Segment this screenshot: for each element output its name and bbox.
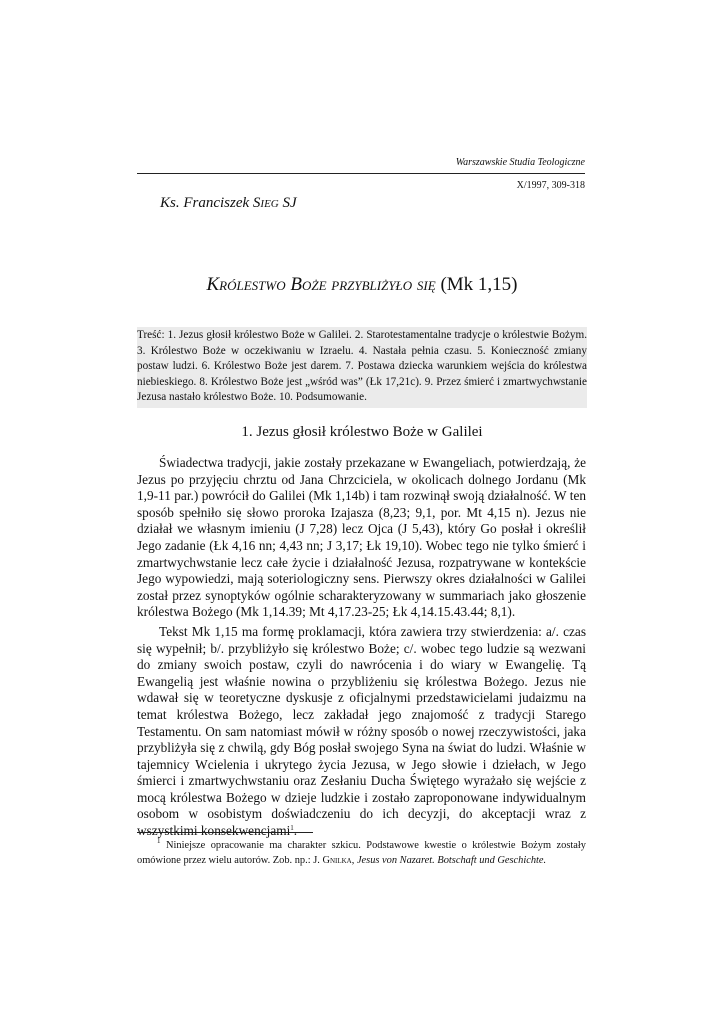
footnote-text-b: ,: [351, 854, 357, 866]
abstract-box: Treść: 1. Jezus głosił królestwo Boże w Galilei. 2. Starotestamentalne tradycje o królestwie Bożym. 3. Królestwo Boże w oczekiwaniu w Izraelu. 4. Nastała pełnia czasu. 5. Konieczność zmiany postaw ludzi. 6. Królestwo Boże jest darem. 7. Postawa dziecka warunkiem wejścia do królestwa niebieskiego. 8. Królestwo Boże jest „wśród was” (Łk 17,21c). 9. Przez śmierć i zmartwychwstanie Jezusa nastało królestwo Boże. 10. Podsumowanie.: [137, 327, 587, 408]
footnote-text-a: Niniejsze opracowanie ma charakter szkicu. Podstawowe kwestie o królestwie Bożym zostały omówione przez wielu autorów. Zob. np.: J.: [137, 840, 586, 866]
article-title: [0, 274, 724, 296]
paragraph: Tekst Mk 1,15 ma formę proklamacji, która zawiera trzy stwierdzenia: a/. czas się wypełnił; b/. przybliżyło się królestwo Boże; c/. wobec tego ludzie są wezwani do zmiany swoich postaw, czyli do nawrócenia i do wiary w Ewangelię. Tą Ewangelią jest właśnie nowina o przybliżeniu się królestwa Bożego. Jezus nie wdawał się w teoretyczne dyskusje z oficjalnymi przedstawicielami judaizmu na temat królestwa Bożego, lecz zakładał jego znajomość z tradycji Starego Testamentu. On sam natomiast mówił w różny sposób o nowej rzeczywistości, jaka przybliżyła się z chwilą, gdy Bóg posłał swojego Syna na świat do ludzi. Właśnie w tajemnicy Wcielenia i ukrytego życia Jezusa, w Jego słowie i dziełach, w Jego śmierci i zmartwychwstaniu oraz Zesłaniu Ducha Świętego wyrażało się wejście z mocą królestwa Bożego w dzieje ludzkie i zostało zaproponowane indywidualnym osobom w osobistym doświadczeniu do ich decyzji, do akceptacji wraz z wszystkimi konsekwencjami$^1$.: [137, 623, 586, 839]
author-line: [160, 195, 297, 212]
title-main: Królestwo Boże przybliżyło się: [206, 274, 436, 295]
footnote-rule: [137, 832, 313, 833]
body-text: [137, 455, 586, 840]
footnote-author: Gnilka: [322, 854, 352, 866]
footnote-work: Jesus von Nazaret. Botschaft und Geschichte.: [356, 854, 547, 866]
footnote-number: 1: [157, 837, 161, 845]
paragraph-text: Tekst Mk 1,15 ma formę proklamacji, która zawiera trzy stwierdzenia: a/. czas się wypełnił; b/. przybliżyło się królestwo Boże; c/. wobec tego ludzie są wezwani do zmiany swoich postaw, czyli do nawrócenia i do wiary w Ewangelię. Tą Ewangelią jest właśnie nowina o przybliżeniu się królestwa Bożego. Jezus nie wdawał się w teoretyczne dyskusje z oficjalnymi przedstawicielami judaizmu na temat królestwa Bożego, lecz zakładał jego znajomość z tradycji Starego Testamentu. On sam natomiast mówił w różny sposób o nowej rzeczywistości, jaka przybliżyła się z chwilą, gdy Bóg posłał swojego Syna na świat do ludzi. Właśnie w tajemnicy Wcielenia i ukrytego życia Jezusa, w Jego słowie i dziełach, w Jego śmierci i zmartwychwstaniu oraz Zesłaniu Ducha Świętego wyrażało się wejście z mocą królestwa Bożego w dzieje ludzkie i zostało zaproponowane indywidualnym osobom w osobistym doświadczeniu do ich decyzji, do akceptacji wraz z wszystkimi konsekwencjami: [137, 623, 586, 839]
footnote-ref: 1: [290, 824, 294, 833]
journal-name: Warszawskie Studia Teologiczne: [455, 157, 585, 168]
author-suffix: SJ: [278, 195, 297, 211]
author-surname: Sieg: [252, 195, 279, 211]
author-prefix: Ks. Franciszek: [160, 195, 253, 211]
issue-pages: X/1997, 309-318: [516, 180, 585, 191]
section-heading: 1. Jezus głosił królestwo Boże w Galilei: [241, 424, 483, 440]
footnote: [137, 839, 586, 868]
paragraph: Świadectwa tradycji, jakie zostały przekazane w Ewangeliach, potwierdzają, że Jezus po przyjęciu chrztu od Jana Chrzciciela, w okolicach dolnego Jordanu (Mk 1,9-11 par.) powrócił do Galilei (Mk 1,14b) i tam rozwinął swoją działalność. W ten sposób spełniło się słowo proroka Izajasza (8,23; 9,1, por. Mt 4,15 n). Jezus nie działał we własnym imieniu (J 7,28) lecz Ojca (J 5,43), który Go posłał i określił Jego zadanie (Łk 4,16 nn; 4,43 nn; J 3,17; Łk 19,10). Wobec tego nie tylko śmierć i zmartwychwstanie lecz całe życie i działalność Jezusa, rozpatrywane w kontekście Jego wypowiedzi, mają soteriologiczny sens. Pierwszy okres działalności w Galilei został przez synoptyków ogólnie scharakteryzowany w summariach jako głoszenie królestwa Bożego (Mk 1,14.39; Mt 4,17.23-25; Łk 4,14.15.43.44; 8,1).: [137, 455, 586, 620]
title-reference: (Mk 1,15): [435, 274, 518, 295]
header-rule: [137, 173, 585, 174]
